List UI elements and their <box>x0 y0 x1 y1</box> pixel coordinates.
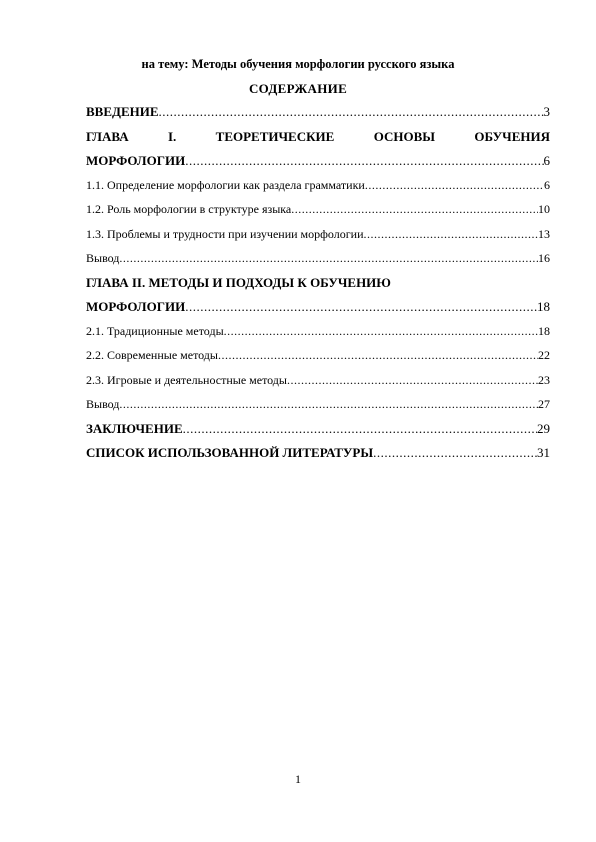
toc-entry-references <box>86 445 550 461</box>
toc-entry-page: 16 <box>538 251 550 265</box>
toc-entry-2-1 <box>86 324 550 339</box>
toc-entry-page: 3 <box>543 104 550 119</box>
toc-entry-page: 27 <box>538 397 550 411</box>
page-number: 1 <box>295 772 301 786</box>
toc-entry-page: 23 <box>538 373 550 387</box>
dot-leader <box>185 299 537 315</box>
toc-entry-page: 13 <box>538 227 550 241</box>
toc-entry-page: 29 <box>537 421 550 436</box>
toc-entry-title: ГЛАВА II. МЕТОДЫ И ПОДХОДЫ К ОБУЧЕНИЮ <box>86 275 391 290</box>
dot-leader <box>287 373 538 388</box>
toc-entry-title: ЗАКЛЮЧЕНИЕ <box>86 421 183 436</box>
dot-leader <box>185 153 543 169</box>
toc-entry-1-3 <box>86 227 550 242</box>
toc-entry-page: 6 <box>544 178 550 192</box>
toc-entry-introduction <box>86 104 550 120</box>
toc-entry-conclusion-2 <box>86 397 550 412</box>
dot-leader <box>364 227 538 242</box>
dot-leader <box>365 178 544 193</box>
toc-entry-title: СПИСОК ИСПОЛЬЗОВАННОЙ ЛИТЕРАТУРЫ <box>86 445 374 460</box>
toc-entry-page: 31 <box>537 445 550 460</box>
toc-entry-title: Вывод <box>86 397 120 411</box>
toc-entry-1-2 <box>86 202 550 217</box>
toc-entry-chapter-1-cont <box>86 153 550 169</box>
toc-entry-chapter-2 <box>86 275 550 291</box>
toc-entry-chapter-1 <box>86 129 550 145</box>
dot-leader <box>224 324 538 339</box>
toc-word: ОБУЧЕНИЯ <box>474 129 550 144</box>
toc-word: ОСНОВЫ <box>373 129 436 144</box>
toc-entry-chapter-2-cont <box>86 299 550 315</box>
dot-leader <box>119 397 538 412</box>
dot-leader <box>119 251 538 266</box>
toc-entry-page: 22 <box>538 348 550 362</box>
toc-entry-title: 2.2. Современные методы <box>86 348 218 362</box>
toc-entry-conclusion-1 <box>86 251 550 266</box>
toc-entry-final-conclusion <box>86 421 550 437</box>
toc-entry-title: ВВЕДЕНИЕ <box>86 104 159 119</box>
toc-entry-page: 10 <box>538 202 550 216</box>
dot-leader <box>159 104 544 120</box>
toc-entry-title: МОРФОЛОГИИ <box>86 299 186 314</box>
toc-entry-1-1 <box>86 178 550 193</box>
dot-leader <box>291 202 538 217</box>
toc-entry-title: 1.1. Определение морфологии как раздела грамматики <box>86 178 365 192</box>
toc-entry-title: 1.2. Роль морфологии в структуре языка <box>86 202 292 216</box>
toc-word: ГЛАВА <box>86 129 129 144</box>
toc-entry-page: 18 <box>537 299 550 314</box>
toc-entry-page: 6 <box>543 153 550 168</box>
toc-word: ТЕОРЕТИЧЕСКИЕ <box>215 129 335 144</box>
toc-entry-title: 1.3. Проблемы и трудности при изучении морфологии <box>86 227 364 241</box>
toc-entry-title: МОРФОЛОГИИ <box>86 153 186 168</box>
toc-entry-2-3 <box>86 373 550 388</box>
dot-leader <box>183 421 537 437</box>
dot-leader <box>373 445 537 461</box>
toc-entry-2-2 <box>86 348 550 363</box>
toc-heading: СОДЕРЖАНИЕ <box>248 81 348 96</box>
document-subtitle: на тему: Методы обучения морфологии русского языка <box>141 57 455 71</box>
toc-entry-page: 18 <box>538 324 550 338</box>
dot-leader <box>218 348 538 363</box>
toc-word: I. <box>167 129 177 144</box>
toc-entry-title: 2.1. Традиционные методы <box>86 324 224 338</box>
toc-entry-title: Вывод <box>86 251 120 265</box>
toc-entry-title: 2.3. Игровые и деятельностные методы <box>86 373 287 387</box>
